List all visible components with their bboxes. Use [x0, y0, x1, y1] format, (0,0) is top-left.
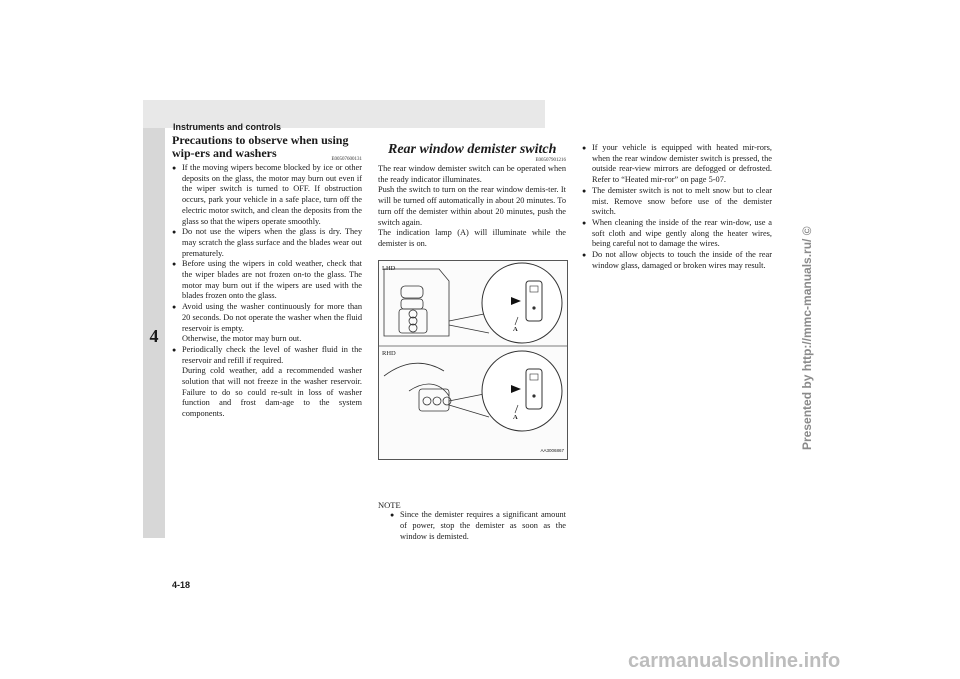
bullet-icon: ●: [172, 164, 177, 172]
paragraph: The indication lamp (A) will illuminate while the demister is on.: [378, 228, 566, 248]
bullet-item: ● Since the demister requires a significant amount of power, stop the demister as soon as the window is demisted.: [390, 510, 566, 541]
paragraph: Push the switch to turn on the rear window demis-ter. It will be turned off automatically in about 20 minutes. To turn off the demister within about 20 minutes, push the switch again.: [378, 185, 566, 227]
section-code: E00507901216: [535, 158, 566, 163]
column-right: [582, 143, 772, 271]
footer-watermark: carmanualsonline.info: [628, 650, 841, 672]
bullet-icon: ●: [172, 345, 177, 354]
rhd-dashboard-drawing: [384, 363, 489, 417]
page-header-title: Instruments and controls: [173, 122, 282, 132]
bullet-icon: ●: [582, 251, 587, 260]
page-number: 4-18: [172, 580, 191, 590]
section-code: E00507600131: [331, 157, 362, 162]
bullet-item: ● Before using the wipers in cold weather, check that the wiper blades are not frozen on-to the glass. The motor may burn out if the wipers are used with the blades frozen onto the glass.: [172, 259, 362, 301]
bullet-item: ● Avoid using the washer continuously for more than 20 seconds. Do not operate the washer when the fluid reservoir is empty.: [172, 302, 362, 333]
bullet-item: ● Periodically check the level of washer fluid in the reservoir and refill if required.: [172, 344, 362, 365]
bullet-icon: ●: [390, 511, 395, 520]
bullet-icon: ●: [172, 303, 177, 312]
bullet-item: ● The demister switch is not to melt snow but to clear mist. Remove snow before use of the demister switch.: [582, 185, 772, 217]
note-body: [378, 510, 566, 542]
figure-code: AA3006867: [540, 447, 564, 453]
dashboard-illustration: [379, 261, 567, 459]
lhd-label: LHD: [382, 264, 396, 272]
column-left: [172, 134, 362, 420]
paragraph: The rear window demister switch can be operated when the ready indicator illuminates.: [378, 164, 566, 184]
bullet-icon: ●: [172, 228, 177, 237]
column-middle: [378, 143, 566, 542]
bullet-item: ● If your vehicle is equipped with heated mir-rors, when the rear window demister switch is pressed, the outside rear-view mirrors are defogged or defrosted. Refer to “Heated mir-ror” on page 5-07.: [582, 143, 772, 185]
section-heading-demister: Rear window demister switch: [388, 142, 557, 157]
bullet-item: ● When cleaning the inside of the rear win-dow, use a soft cloth and wipe gently along the heater wires, being careful not to damage the wires.: [582, 217, 772, 249]
note-label: NOTE: [378, 499, 401, 510]
bullet-continuation: Otherwise, the motor may burn out.: [182, 334, 302, 344]
bullet-item: ● If the moving wipers become blocked by ice or other deposits on the glass, the motor may burn out even if the wiper switch is turned to OFF. If obstruction occurs, park your vehicle in a safe place, turn off the electric motor switch, and clean the deposits from the glass so that the wipers operate smoothly.: [172, 163, 362, 226]
callout-a-lhd: A: [513, 325, 518, 333]
bullet-icon: ●: [172, 260, 177, 269]
lhd-dashboard-drawing: [384, 269, 489, 336]
chapter-number: 4: [149, 326, 159, 346]
bullet-icon: ●: [582, 144, 587, 152]
demister-switch-figure: [378, 260, 568, 460]
bullet-icon: ●: [582, 218, 587, 227]
bullet-item: ● Do not allow objects to touch the inside of the rear window glass, damaged or broken wires may result.: [582, 250, 772, 270]
bullet-continuation: During cold weather, add a recommended washer solution that will not freeze in the washer reservoir. Failure to do so could re-sult in loss of washer function and frost dam-age to the system components.: [182, 366, 362, 419]
callout-a-rhd: A: [513, 413, 518, 421]
rhd-callout-circle: [482, 351, 562, 431]
section-heading-wipers: Precautions to observe when using wip-ers and washers: [172, 133, 349, 160]
rhd-label: RHD: [382, 349, 396, 357]
lhd-callout-circle: [482, 263, 562, 343]
bullet-item: ● Do not use the wipers when the glass is dry. They may scratch the glass surface and the blades wear out prematurely.: [172, 227, 362, 258]
bullet-icon: ●: [582, 186, 587, 195]
